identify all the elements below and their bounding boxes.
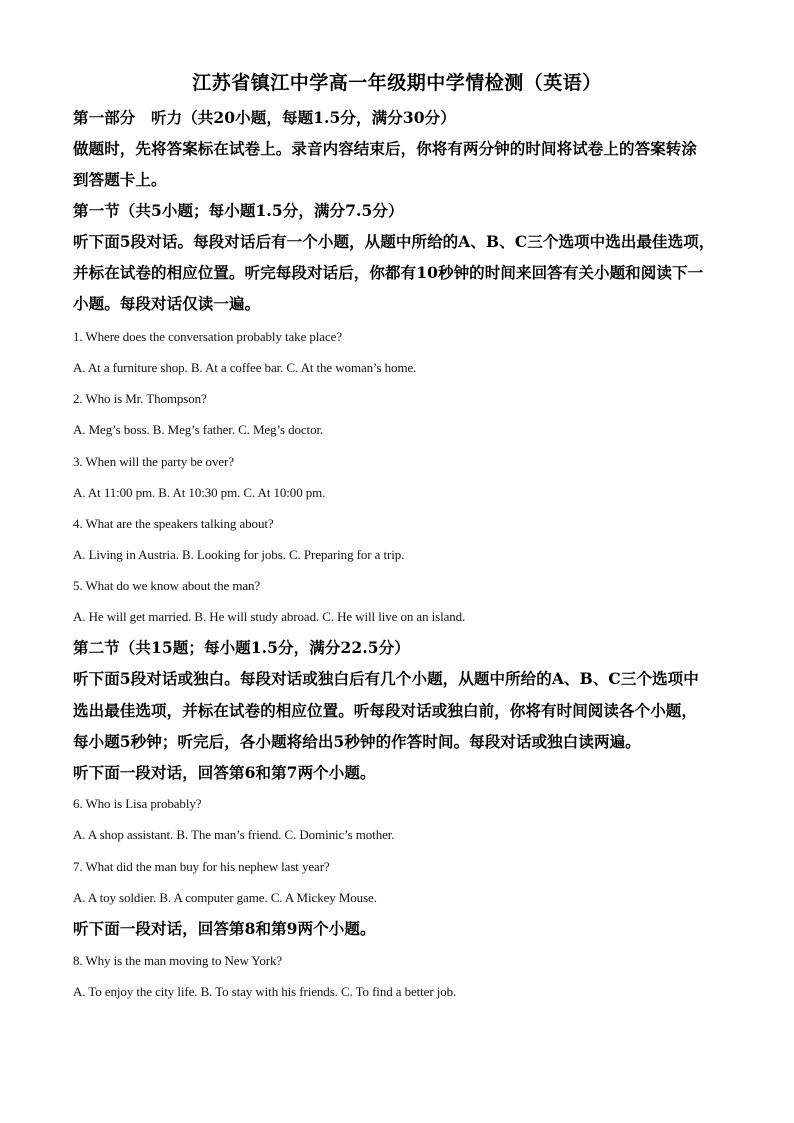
question-8-stem: 8. Why is the man moving to New York? [73, 953, 283, 968]
question-6-options: A. A shop assistant. B. The man’s friend. C. Dominic’s mother. [73, 827, 395, 842]
group2-intro: 听下面一段对话，回答第8和第9两个小题。 [73, 919, 376, 938]
question-1-options: A. At a furniture shop. B. At a coffee bar. C. At the woman’s home. [73, 360, 417, 375]
instructions-line-2: 到答题卡上。 [73, 170, 167, 189]
question-7-options: A. A toy soldier. B. A computer game. C. A Mickey Mouse. [73, 890, 377, 905]
part1-heading: 第一部分 听力（共20小题，每题1.5分，满分30分） [73, 108, 456, 127]
section1-directions-line-3: 小题。每段对话仅读一遍。 [73, 294, 261, 313]
section2-directions-line-3: 每小题5秒钟；听完后，各小题将给出5秒钟的作答时间。每段对话或独白读两遍。 [73, 732, 641, 751]
section2-heading: 第二节（共15题；每小题1.5分，满分22.5分） [73, 638, 410, 657]
question-5-stem: 5. What do we know about the man? [73, 578, 261, 593]
question-3-stem: 3. When will the party be over? [73, 454, 234, 469]
section1-heading: 第一节（共5小题；每小题1.5分，满分7.5分） [73, 201, 404, 220]
question-2-stem: 2. Who is Mr. Thompson? [73, 391, 207, 406]
exam-title: 江苏省镇江中学高一年级期中学情检测（英语） [192, 72, 602, 94]
question-5-options: A. He will get married. B. He will study abroad. C. He will live on an island. [73, 609, 466, 624]
question-3-options: A. At 11:00 pm. B. At 10:30 pm. C. At 10:00 pm. [73, 485, 326, 500]
question-7-stem: 7. What did the man buy for his nephew last year? [73, 859, 330, 874]
question-8-options: A. To enjoy the city life. B. To stay with his friends. C. To find a better job. [73, 984, 457, 999]
question-1-stem: 1. Where does the conversation probably take place? [73, 329, 342, 344]
section2-directions-line-1: 听下面5段对话或独白。每段对话或独白后有几个小题，从题中所给的A、B、C三个选项中 [73, 669, 699, 688]
question-2-options: A. Meg’s boss. B. Meg’s father. C. Meg’s doctor. [73, 422, 324, 437]
group1-intro: 听下面一段对话，回答第6和第7两个小题。 [73, 763, 376, 782]
question-4-stem: 4. What are the speakers talking about? [73, 516, 274, 531]
section1-directions-line-1: 听下面5段对话。每段对话后有一个小题，从题中所给的A、B、C三个选项中选出最佳选项， [73, 232, 715, 251]
instructions-line-1: 做题时，先将答案标在试卷上。录音内容结束后，你将有两分钟的时间将试卷上的答案转涂 [73, 139, 698, 158]
section2-directions-line-2: 选出最佳选项，并标在试卷的相应位置。听每段对话或独白前，你将有时间阅读各个小题， [73, 701, 698, 720]
section1-directions-line-2: 并标在试卷的相应位置。听完每段对话后，你都有10秒钟的时间来回答有关小题和阅读下一 [73, 263, 704, 282]
question-4-options: A. Living in Austria. B. Looking for jobs. C. Preparing for a trip. [73, 547, 405, 562]
question-6-stem: 6. Who is Lisa probably? [73, 796, 202, 811]
